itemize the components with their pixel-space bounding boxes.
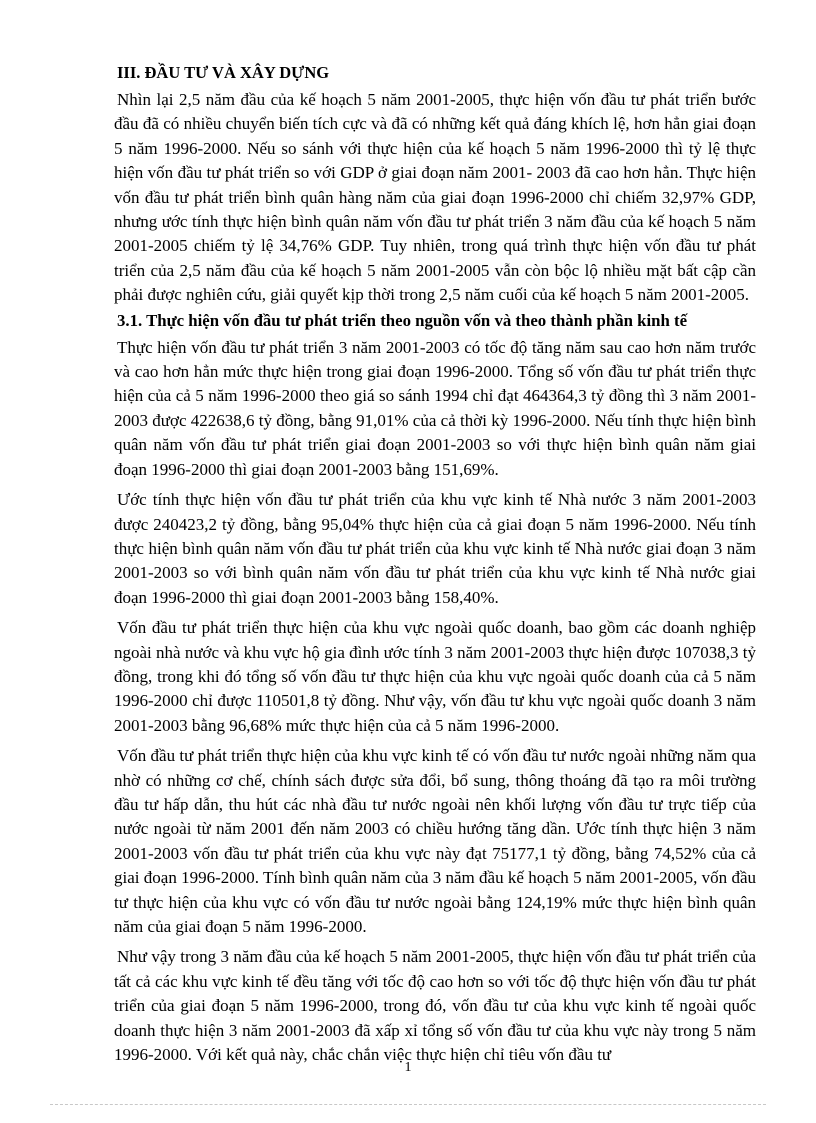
page-number: 1	[404, 1060, 412, 1075]
document-body	[114, 60, 756, 1067]
section-title: III. ĐẦU TƯ VÀ XÂY DỰNG	[117, 63, 330, 82]
body-paragraph-5: Như vậy trong 3 năm đầu của kế hoạch 5 năm 2001-2005, thực hiện vốn đầu tư phát triển của tất cả các khu vực kinh tế đều tăng với tốc độ cao hơn so với tốc độ thực hiện vốn đầu tư phát triển của giai đoạn 5 năm 1996-2000, trong đó, vốn đầu tư của khu vực kinh tế ngoài quốc doanh thực hiện 3 năm 2001-2003 đã xấp xỉ tổng số vốn đầu tư của khu vực này trong 5 năm 1996-2000. Với kết quả này, chắc chắn việc thực hiện chỉ tiêu vốn đầu tư	[114, 947, 756, 1065]
footer-divider	[50, 1104, 766, 1105]
body-paragraph-4: Vốn đầu tư phát triển thực hiện của khu vực kinh tế có vốn đầu tư nước ngoài những năm qua nhờ có những cơ chế, chính sách được sửa đổi, bổ sung, thông thoáng đã tạo ra môi trường đầu tư hấp dẫn, thu hút các nhà đầu tư nước ngoài nên khối lượng vốn đầu tư trực tiếp của nước ngoài từ năm 2001 đến năm 2003 có chiều hướng tăng dần. Ước tính thực hiện 3 năm 2001-2003 vốn đầu tư phát triển của khu vực này đạt 75177,1 tỷ đồng, bằng 74,52% của cả giai đoạn 1996-2000. Tính bình quân năm của 3 năm đầu kế hoạch 5 năm 2001-2005, vốn đầu tư thực hiện của khu vực có vốn đầu tư nước ngoài bằng 124,19% mức thực hiện bình quân năm của giai đoạn 5 năm 1996-2000.	[114, 746, 756, 936]
intro-paragraph: Nhìn lại 2,5 năm đầu của kế hoạch 5 năm 2001-2005, thực hiện vốn đầu tư phát triển bước đầu đã có nhiều chuyển biến tích cực và đã có những kết quả đáng khích lệ, hơn hẳn giai đoạn 5 năm 1996-2000. Nếu so sánh với thực hiện của kế hoạch 5 năm 1996-2000 thì tỷ lệ thực hiện vốn đầu tư phát triển so với GDP ở giai đoạn năm 2001- 2003 đã cao hơn hẳn. Thực hiện vốn đầu tư phát triển bình quân hàng năm của giai đoạn 1996-2000 chỉ chiếm 32,97% GDP, nhưng ước tính thực hiện bình quân năm vốn đầu tư phát triển 3 năm đầu của kế hoạch 5 năm 2001-2005 chiếm tỷ lệ 34,76% GDP. Tuy nhiên, trong quá trình thực hiện vốn đầu tư phát triển của 2,5 năm đầu của kế hoạch 5 năm 2001-2005 vẫn còn bộc lộ nhiều mặt bất cập cần phải được nghiên cứu, giải quyết kịp thời trong 2,5 năm cuối của kế hoạch 5 năm 2001-2005.	[114, 90, 756, 305]
subsection-title: 3.1. Thực hiện vốn đầu tư phát triển theo nguồn vốn và theo thành phần kinh tế	[117, 310, 688, 330]
body-paragraph-3: Vốn đầu tư phát triển thực hiện của khu vực ngoài quốc doanh, bao gồm các doanh nghiệp ngoài nhà nước và khu vực hộ gia đình ước tính 3 năm 2001-2003 thực hiện được 107038,3 tỷ đồng, trong khi đó tổng số vốn đầu tư thực hiện của khu vực ngoài quốc doanh của cả 5 năm 1996-2000 chỉ được 110501,8 tỷ đồng. Như vậy, vốn đầu tư khu vực ngoài quốc doanh 3 năm 2001-2003 bằng 96,68% mức thực hiện của cả 5 năm 1996-2000.	[114, 618, 756, 735]
body-paragraph-2: Ước tính thực hiện vốn đầu tư phát triển của khu vực kinh tế Nhà nước 3 năm 2001-2003 được 240423,2 tỷ đồng, bằng 95,04% thực hiện của cả giai đoạn 5 năm 1996-2000. Nếu tính thực hiện bình quân năm vốn đầu tư phát triển của khu vực kinh tế Nhà nước giai đoạn 3 năm 2001-2003 so với bình quân năm vốn đầu tư phát triển của khu vực kinh tế Nhà nước giai đoạn 1996-2000 thì giai đoạn 2001-2003 bằng 158,40%.	[114, 490, 756, 607]
body-paragraph-1: Thực hiện vốn đầu tư phát triển 3 năm 2001-2003 có tốc độ tăng năm sau cao hơn năm trước và cao hơn hẳn mức thực hiện trong giai đoạn 1996-2000. Tổng số vốn đầu tư phát triển thực hiện của cả 5 năm 1996-2000 theo giá so sánh 1994 chỉ đạt 464364,3 tỷ đồng thì 3 năm 2001-2003 được 422638,6 tỷ đồng, bằng 91,01% của cả thời kỳ 1996-2000. Nếu tính thực hiện bình quân năm vốn đầu tư phát triển giai đoạn 2001-2003 so với thực hiện bình quân năm giai đoạn 1996-2000 thì giai đoạn 2001-2003 bằng 151,69%.	[114, 337, 756, 479]
